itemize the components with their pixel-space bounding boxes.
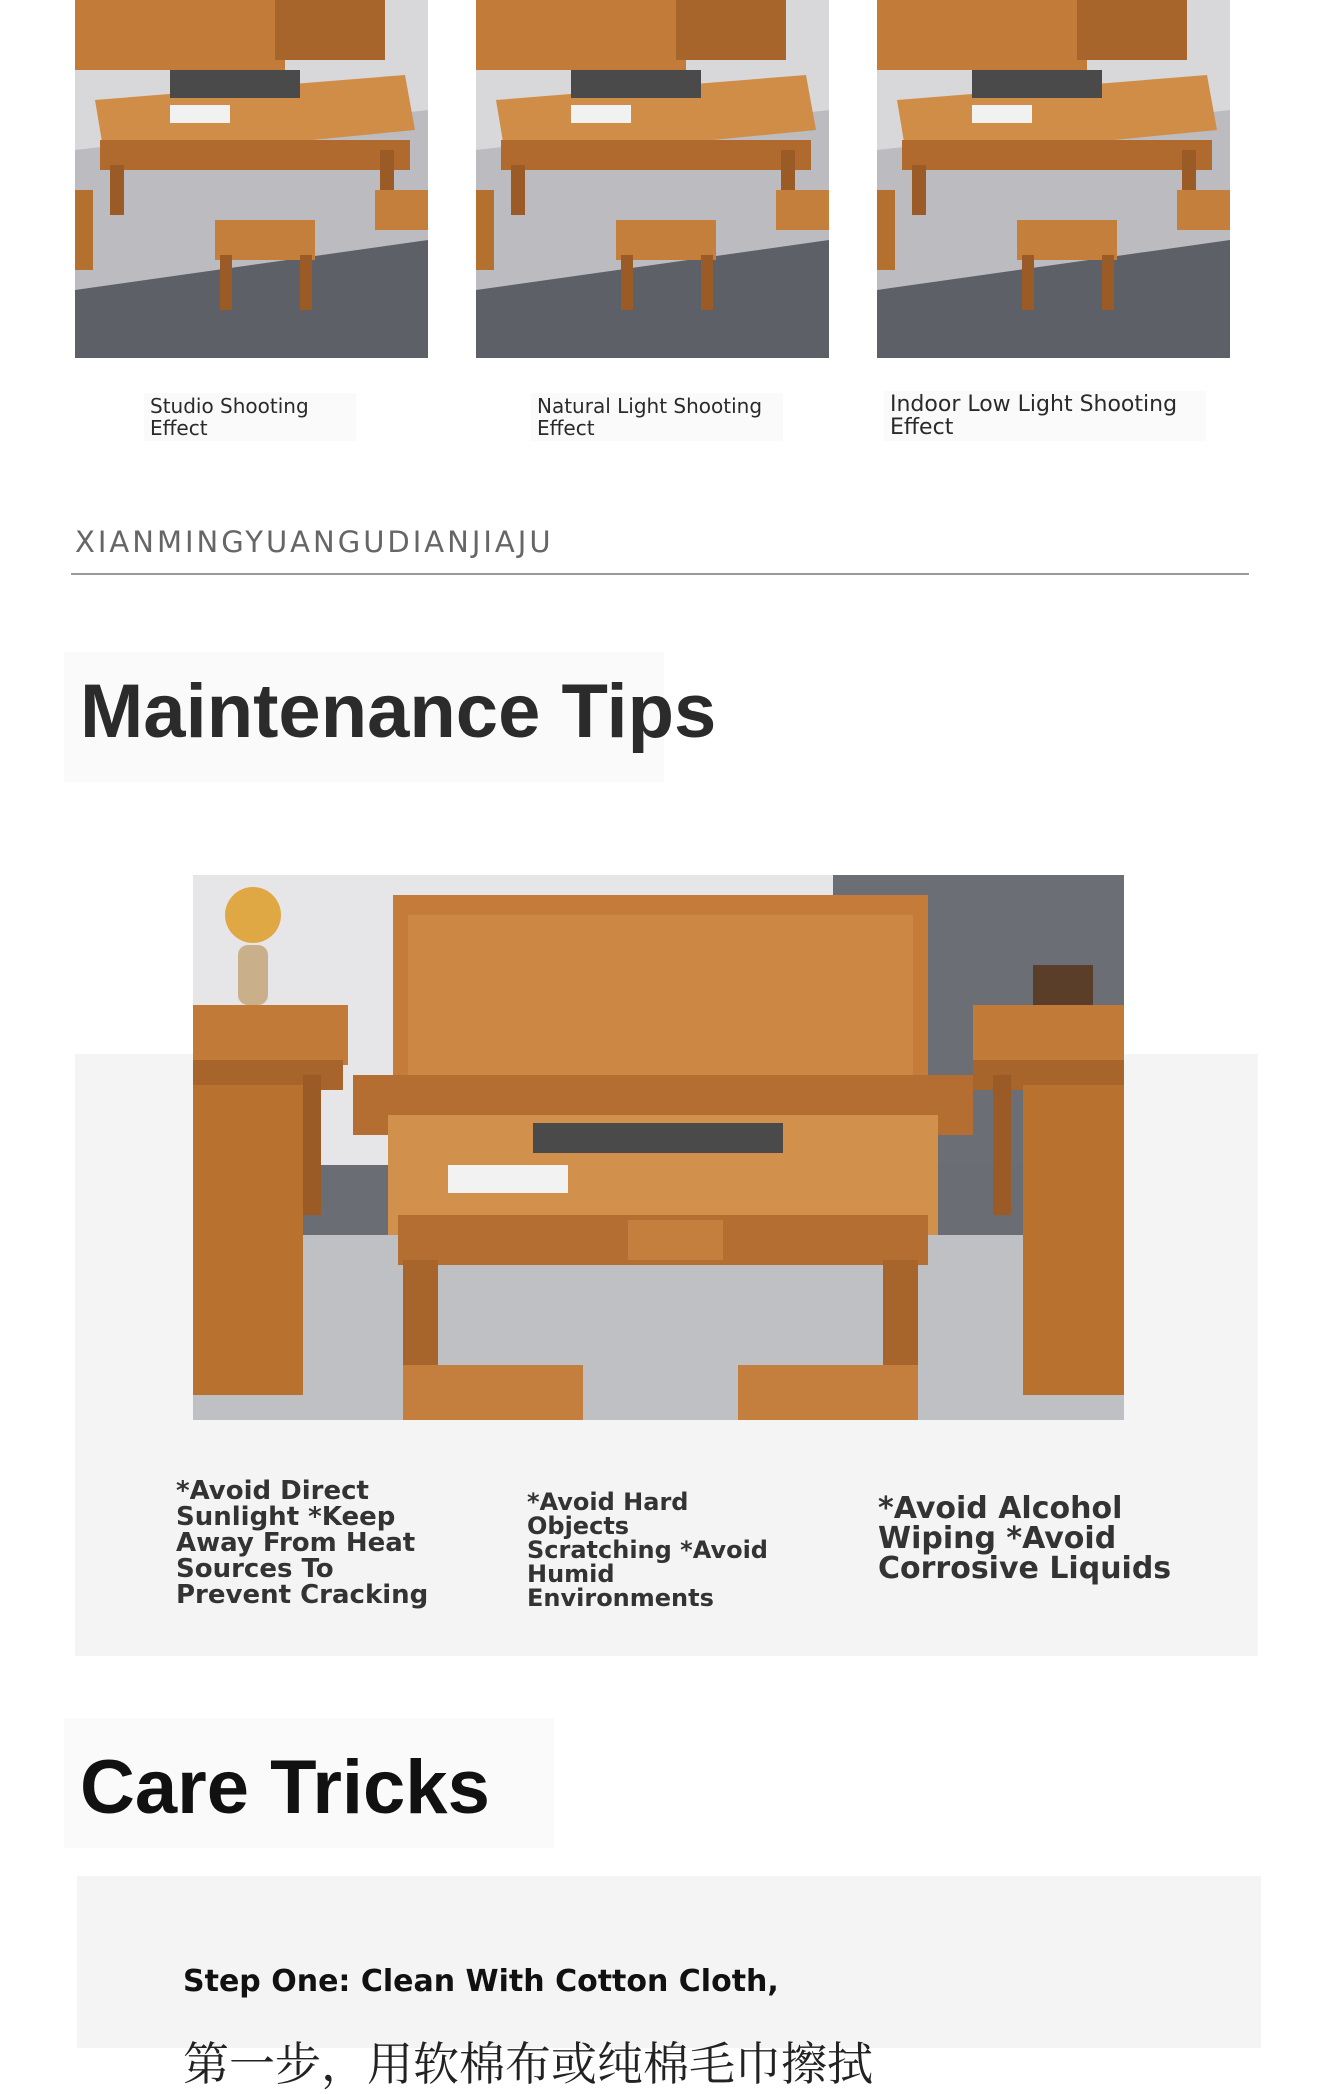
living-room-photo (193, 875, 1124, 1420)
care-panel (77, 1876, 1261, 2048)
care-step-one: Step One: Clean With Cotton Cloth, (183, 1964, 779, 1999)
gallery-photo-indoor (877, 0, 1230, 358)
brand-divider (71, 573, 1249, 575)
tip-alcohol: *Avoid Alcohol Wiping *Avoid Corrosive Liquids (878, 1491, 1172, 1586)
gallery-photo-natural (476, 0, 829, 358)
gallery-caption-natural: Natural Light Shooting Effect (531, 393, 783, 441)
brand-name: XIANMINGYUANGUDIANJIAJU (75, 525, 554, 559)
gallery-photo-studio (75, 0, 428, 358)
gallery-caption-studio: Studio Shooting Effect (144, 393, 356, 441)
tip-sunlight: *Avoid Direct Sunlight *Keep Away From Heat Sources To Prevent Cracking (176, 1476, 429, 1610)
care-title: Care Tricks (80, 1745, 490, 1830)
gallery-caption-indoor: Indoor Low Light Shooting Effect (884, 391, 1206, 441)
tip-scratching: *Avoid Hard Objects Scratching *Avoid Humid Environments (527, 1488, 768, 1612)
maintenance-title: Maintenance Tips (80, 669, 717, 754)
care-step-one-cn: 第一步，用软棉布或纯棉毛巾擦拭 (183, 2037, 873, 2091)
